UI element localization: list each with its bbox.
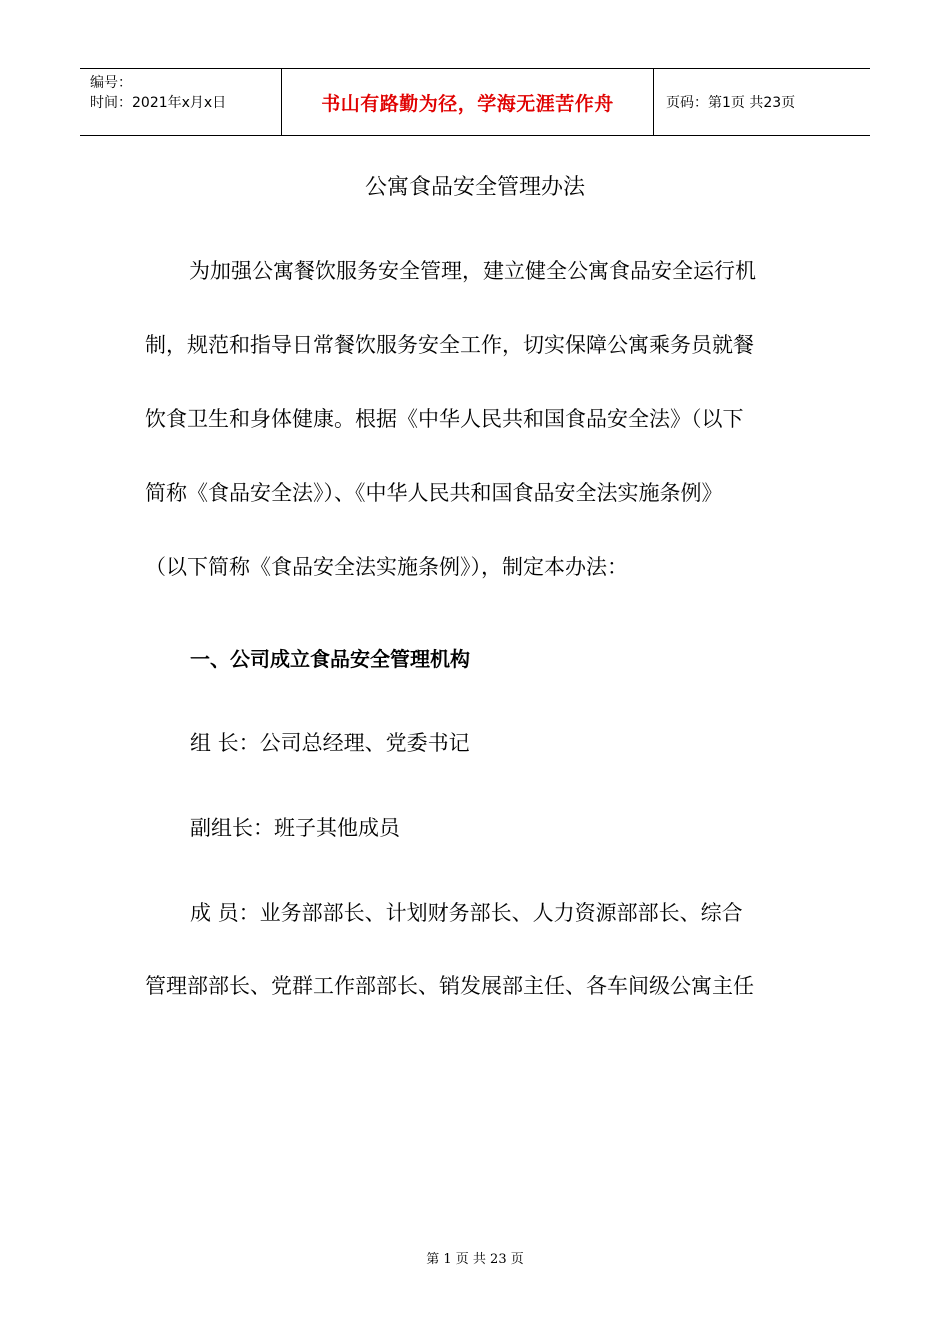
members-line-continued: 管理部部长、党群工作部部长、销发展部主任、各车间级公寓主任 xyxy=(145,974,754,998)
leader-line: 组 长：公司总经理、党委书记 xyxy=(190,731,470,755)
intro-line: 饮食卫生和身体健康。根据《中华人民共和国食品安全法》（以下 xyxy=(145,407,744,431)
header-motto: 书山有路勤为径，学海无涯苦作舟 xyxy=(281,69,654,135)
intro-line: 简称《食品安全法》）、《中华人民共和国食品安全法实施条例》 xyxy=(145,481,723,505)
intro-line: 为加强公寓餐饮服务安全管理，建立健全公寓食品安全运行机 xyxy=(189,259,756,283)
header-meta xyxy=(80,69,281,135)
document-date: 时间：2021年x月x日 xyxy=(90,95,227,111)
document-number-label: 编号： xyxy=(90,75,132,91)
document-header xyxy=(80,68,870,136)
header-page-info: 页码：第1页 共23页 xyxy=(666,95,796,111)
document-title: 公寓食品安全管理办法 xyxy=(364,175,585,200)
section-heading: 一、公司成立食品安全管理机构 xyxy=(190,647,470,671)
members-line: 成 员：业务部部长、计划财务部长、人力资源部部长、综合 xyxy=(190,901,743,925)
intro-line: （以下简称《食品安全法实施条例》），制定本办法： xyxy=(145,555,628,579)
page-footer: 第 1 页 共 23 页 xyxy=(426,1252,524,1267)
intro-line: 制，规范和指导日常餐饮服务安全工作，切实保障公寓乘务员就餐 xyxy=(145,333,754,357)
intro-paragraph xyxy=(145,234,795,604)
deputy-leader-line: 副组长：班子其他成员 xyxy=(190,816,400,840)
